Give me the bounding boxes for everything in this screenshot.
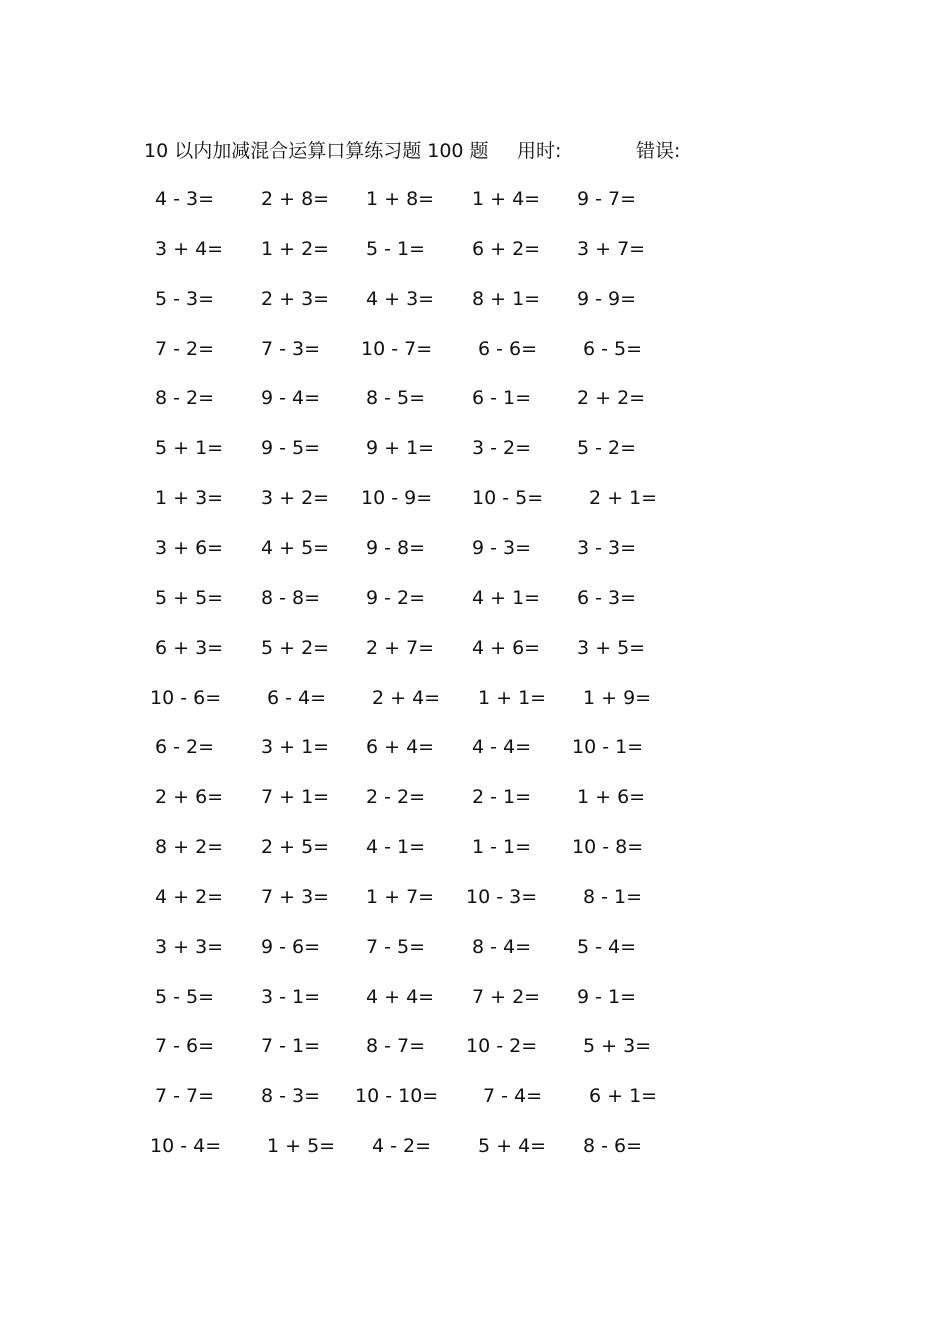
math-problem: 1 + 3= <box>155 487 224 509</box>
math-problem: 6 + 1= <box>589 1085 658 1107</box>
math-problem: 1 + 2= <box>261 238 330 260</box>
math-problem: 7 - 3= <box>261 338 321 360</box>
math-problem: 4 + 6= <box>472 637 541 659</box>
math-problem: 5 + 3= <box>583 1035 652 1057</box>
math-problem: 9 - 4= <box>261 387 321 409</box>
math-problem: 2 - 2= <box>366 786 426 808</box>
math-problem: 5 - 3= <box>155 288 215 310</box>
math-problem: 2 + 3= <box>261 288 330 310</box>
math-problem: 3 + 6= <box>155 537 224 559</box>
math-problem: 9 - 5= <box>261 437 321 459</box>
math-problem: 7 - 5= <box>366 936 426 958</box>
math-problem: 4 - 4= <box>472 736 532 758</box>
math-problem: 5 - 5= <box>155 986 215 1008</box>
math-problem: 2 + 4= <box>372 687 441 709</box>
math-problem: 10 - 2= <box>466 1035 538 1057</box>
math-problem: 10 - 10= <box>355 1085 439 1107</box>
math-problem: 1 + 5= <box>267 1135 336 1157</box>
math-problem: 2 + 1= <box>589 487 658 509</box>
math-problem: 10 - 7= <box>361 338 433 360</box>
worksheet-title: 10 以内加减混合运算口算练习题 100 题 <box>144 140 489 162</box>
math-problem: 10 - 9= <box>361 487 433 509</box>
math-problem: 9 + 1= <box>366 437 435 459</box>
math-problem: 1 + 6= <box>577 786 646 808</box>
math-problem: 5 + 1= <box>155 437 224 459</box>
math-problem: 8 - 4= <box>472 936 532 958</box>
math-problem: 1 + 8= <box>366 188 435 210</box>
math-problem: 8 - 7= <box>366 1035 426 1057</box>
math-problem: 4 + 5= <box>261 537 330 559</box>
math-problem: 1 + 1= <box>478 687 547 709</box>
math-problem: 9 - 6= <box>261 936 321 958</box>
math-problem: 2 + 5= <box>261 836 330 858</box>
math-problem: 7 + 1= <box>261 786 330 808</box>
math-problem: 4 + 3= <box>366 288 435 310</box>
math-problem: 6 - 4= <box>267 687 327 709</box>
math-problem: 5 + 2= <box>261 637 330 659</box>
math-problem: 9 - 8= <box>366 537 426 559</box>
math-problem: 7 + 2= <box>472 986 541 1008</box>
math-problem: 4 + 1= <box>472 587 541 609</box>
math-problem: 5 - 1= <box>366 238 426 260</box>
math-problem: 2 + 8= <box>261 188 330 210</box>
math-problem: 8 - 2= <box>155 387 215 409</box>
math-problem: 5 + 4= <box>478 1135 547 1157</box>
math-problem: 8 - 1= <box>583 886 643 908</box>
math-problem: 4 - 2= <box>372 1135 432 1157</box>
math-problem: 4 - 3= <box>155 188 215 210</box>
math-problem: 3 + 7= <box>577 238 646 260</box>
math-problem: 1 - 1= <box>472 836 532 858</box>
math-problem: 1 + 7= <box>366 886 435 908</box>
math-problem: 7 - 1= <box>261 1035 321 1057</box>
math-problem: 9 - 3= <box>472 537 532 559</box>
math-problem: 5 - 4= <box>577 936 637 958</box>
math-problem: 2 + 7= <box>366 637 435 659</box>
math-problem: 9 - 1= <box>577 986 637 1008</box>
math-problem: 3 + 3= <box>155 936 224 958</box>
math-problem: 6 + 2= <box>472 238 541 260</box>
math-problem: 8 + 2= <box>155 836 224 858</box>
math-problem: 4 + 4= <box>366 986 435 1008</box>
math-problem: 8 + 1= <box>472 288 541 310</box>
math-problem: 10 - 3= <box>466 886 538 908</box>
math-problem: 10 - 4= <box>150 1135 222 1157</box>
math-problem: 6 - 2= <box>155 736 215 758</box>
math-problem: 2 - 1= <box>472 786 532 808</box>
math-problem: 7 - 2= <box>155 338 215 360</box>
math-problem: 3 + 1= <box>261 736 330 758</box>
math-problem: 6 - 3= <box>577 587 637 609</box>
error-label: 错误: <box>636 140 681 162</box>
math-problem: 7 + 3= <box>261 886 330 908</box>
math-problem: 3 - 1= <box>261 986 321 1008</box>
math-problem: 4 - 1= <box>366 836 426 858</box>
math-problem: 3 + 4= <box>155 238 224 260</box>
math-problem: 1 + 9= <box>583 687 652 709</box>
math-problem: 9 - 7= <box>577 188 637 210</box>
math-problem: 8 - 6= <box>583 1135 643 1157</box>
math-problem: 3 - 3= <box>577 537 637 559</box>
math-problem: 8 - 3= <box>261 1085 321 1107</box>
math-problem: 6 + 3= <box>155 637 224 659</box>
math-problem: 8 - 8= <box>261 587 321 609</box>
math-problem: 8 - 5= <box>366 387 426 409</box>
math-problem: 2 + 6= <box>155 786 224 808</box>
math-problem: 10 - 8= <box>572 836 644 858</box>
math-problem: 3 - 2= <box>472 437 532 459</box>
math-problem: 10 - 1= <box>572 736 644 758</box>
math-problem: 2 + 2= <box>577 387 646 409</box>
time-label: 用时: <box>517 140 562 162</box>
math-problem: 6 - 1= <box>472 387 532 409</box>
math-problem: 10 - 6= <box>150 687 222 709</box>
math-problem: 6 + 4= <box>366 736 435 758</box>
math-problem: 5 + 5= <box>155 587 224 609</box>
math-problem: 7 - 4= <box>483 1085 543 1107</box>
math-problem: 1 + 4= <box>472 188 541 210</box>
math-problem: 9 - 9= <box>577 288 637 310</box>
math-problem: 3 + 2= <box>261 487 330 509</box>
math-problem: 9 - 2= <box>366 587 426 609</box>
math-problem: 10 - 5= <box>472 487 544 509</box>
math-problem: 6 - 5= <box>583 338 643 360</box>
math-problem: 3 + 5= <box>577 637 646 659</box>
math-problem: 7 - 6= <box>155 1035 215 1057</box>
math-problem: 4 + 2= <box>155 886 224 908</box>
math-problem: 6 - 6= <box>478 338 538 360</box>
math-problem: 5 - 2= <box>577 437 637 459</box>
math-problem: 7 - 7= <box>155 1085 215 1107</box>
